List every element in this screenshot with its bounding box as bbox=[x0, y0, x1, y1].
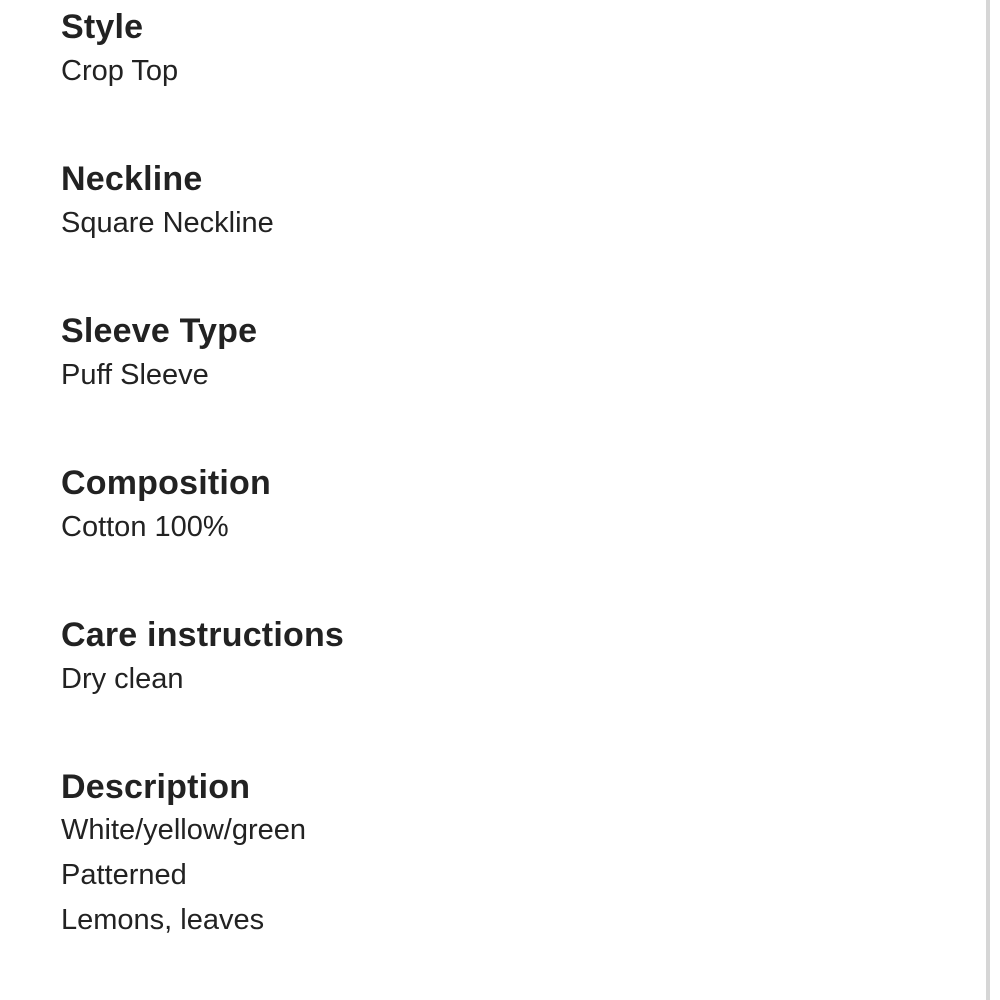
detail-care-instructions-label: Care instructions bbox=[61, 616, 345, 654]
detail-style-label: Style bbox=[61, 8, 144, 46]
detail-sleeve-type bbox=[61, 310, 961, 398]
product-details-list bbox=[61, 6, 961, 1000]
detail-description-line: Lemons, leaves bbox=[61, 904, 265, 936]
detail-neckline bbox=[61, 158, 961, 246]
detail-care-instructions bbox=[61, 614, 961, 702]
detail-composition bbox=[61, 462, 961, 550]
detail-neckline-label: Neckline bbox=[61, 160, 203, 198]
detail-neckline-value: Square Neckline bbox=[61, 207, 274, 239]
detail-description-line: Patterned bbox=[61, 859, 187, 891]
detail-description-line: White/yellow/green bbox=[61, 814, 306, 846]
detail-composition-value: Cotton 100% bbox=[61, 511, 229, 543]
detail-composition-label: Composition bbox=[61, 464, 271, 502]
detail-description bbox=[61, 766, 961, 943]
detail-style bbox=[61, 6, 961, 94]
scrollbar-thumb[interactable] bbox=[986, 0, 990, 1000]
detail-sleeve-type-label: Sleeve Type bbox=[61, 312, 258, 350]
detail-description-label: Description bbox=[61, 768, 251, 806]
detail-sleeve-type-value: Puff Sleeve bbox=[61, 359, 209, 391]
scrollbar[interactable] bbox=[986, 0, 1000, 1000]
detail-style-value: Crop Top bbox=[61, 55, 179, 87]
detail-care-instructions-value: Dry clean bbox=[61, 663, 184, 695]
